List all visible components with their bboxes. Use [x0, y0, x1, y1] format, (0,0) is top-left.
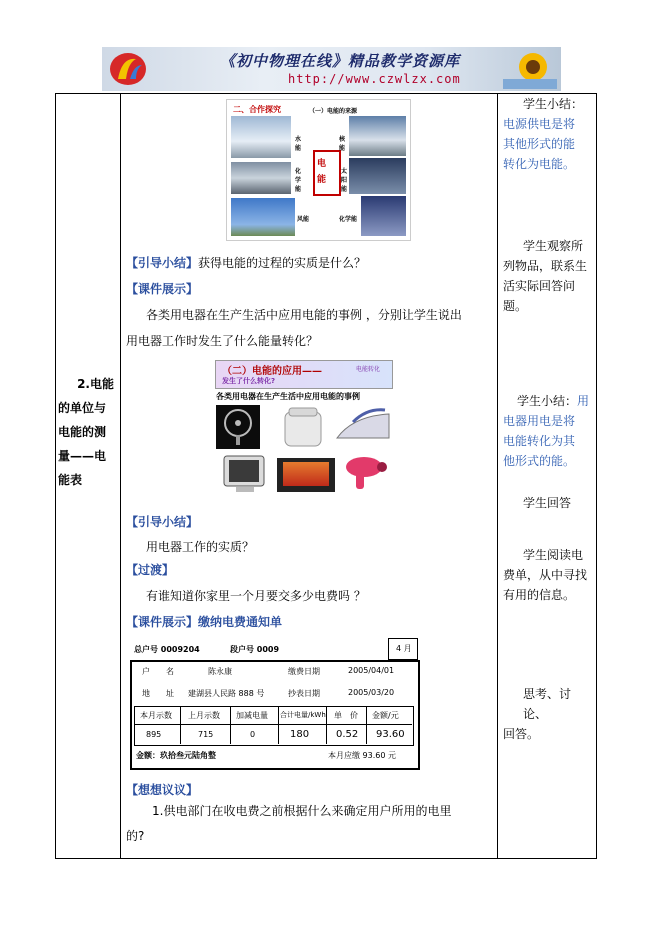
header-amount: 金额/元 — [372, 711, 399, 720]
value-current: 895 — [146, 730, 162, 739]
section-heading-line: 2.电能 — [77, 377, 114, 391]
note-line: 题。 — [503, 299, 528, 313]
read-date: 2005/03/20 — [348, 688, 395, 697]
bracket-label: 【想想议议】 — [126, 783, 199, 797]
pay-date: 2005/04/01 — [348, 666, 395, 675]
value-total: 180 — [290, 729, 310, 740]
name-label: 户 名 — [142, 667, 174, 676]
fan-icon — [216, 405, 260, 449]
center-label: 电能 — [317, 159, 327, 185]
paragraph-text: 获得电能的过程的实质是什么？ — [198, 256, 367, 270]
note-first-line — [503, 391, 593, 411]
dam-photo — [231, 116, 291, 158]
month: 4 月 — [396, 644, 412, 653]
note-observe — [503, 236, 593, 316]
note-line: 思考、讨论、 — [523, 687, 572, 721]
source-label-wind: 风能 — [297, 216, 310, 223]
think-discuss-heading — [126, 780, 198, 800]
source-label-chemical: 化学能 — [295, 168, 302, 193]
addr-label: 地 址 — [142, 689, 174, 698]
note-read-bill — [503, 545, 593, 605]
account-sub: 段户号 0009 — [230, 645, 280, 654]
note-prefix: 学生小结： — [517, 394, 578, 408]
wind-turbine-photo — [231, 198, 295, 236]
header-banner — [102, 47, 561, 91]
sunflower-icon — [503, 49, 557, 89]
paragraph-text: 有谁知道你家里一个月要交多少电费吗 ？ — [146, 589, 366, 603]
note-line: 费单，从中寻找 — [503, 568, 588, 582]
grid-divider — [134, 724, 412, 725]
banner-url[interactable]: http://www.czwlzx.com — [288, 72, 461, 86]
note-summary-2 — [503, 391, 593, 471]
note-line: 电能转化为其 — [503, 434, 576, 448]
pay-date-label: 缴费日期 — [288, 667, 320, 676]
note-blue-start: 用 — [577, 394, 590, 408]
note-line: 电源供电是将 — [503, 117, 576, 131]
section-heading-line: 电能的测 — [58, 425, 107, 439]
note-line: 学生观察所 — [523, 239, 584, 253]
amount-due: 本月应缴 93.60 元 — [328, 751, 396, 760]
grid-col — [326, 706, 327, 744]
note-line: 他形式的能。 — [503, 454, 576, 468]
note-line: 转化为电能。 — [503, 157, 576, 171]
table-right-border — [596, 93, 597, 859]
hair-dryer-icon — [340, 453, 392, 493]
header-previous: 上月示数 — [188, 711, 220, 720]
hair-dryer-photo — [340, 453, 392, 493]
logo-icon — [108, 51, 148, 87]
grid-col — [278, 706, 279, 744]
nuclear-plant-photo — [349, 116, 406, 156]
figure-tag: 电能转化 — [356, 366, 381, 373]
header-total: 合计电量/kWh — [280, 711, 326, 719]
note-line: 回答。 — [503, 727, 540, 741]
figure-title: （二）电能的应用—— — [222, 366, 322, 377]
rice-cooker-photo — [279, 402, 327, 450]
value-amount: 93.60 — [376, 729, 405, 740]
note-line: 其他形式的能 — [503, 137, 576, 151]
section-heading-line: 能表 — [58, 473, 83, 487]
monitor-icon — [220, 453, 270, 495]
note-answer — [503, 493, 593, 513]
header-adjust: 加减电量 — [236, 711, 268, 720]
bracket-label: 【课件展示】 — [126, 615, 199, 629]
figure-subtitle: （一）电能的来源 — [309, 108, 358, 115]
rice-cooker-icon — [279, 402, 327, 450]
value-adjust: 0 — [250, 730, 256, 739]
bracket-label: 【过渡】 — [126, 563, 175, 577]
energy-use-banner — [215, 360, 393, 389]
iron-icon — [333, 402, 393, 448]
section-heading-line: 的单位与 — [58, 401, 107, 415]
fan-photo — [216, 405, 260, 449]
value-previous: 715 — [198, 730, 214, 739]
note-prefix: 学生小结： — [523, 97, 584, 111]
tv-screen — [283, 462, 329, 486]
bracket-label: 【课件展示】 — [126, 282, 199, 296]
figure-subtitle: 发生了什么转化? — [222, 377, 276, 385]
guide-summary-1 — [126, 253, 366, 273]
source-label-solar: 太阳能 — [341, 168, 348, 193]
table-bottom-border — [55, 858, 597, 859]
value-price: 0.52 — [336, 729, 359, 740]
batteries-photo — [361, 196, 406, 236]
note-line: 有用的信息。 — [503, 588, 576, 602]
source-label-water: 水能 — [295, 136, 302, 152]
figure-caption: 各类用电器在生产生活中应用电能的事例 — [216, 392, 360, 401]
guide-summary-2 — [126, 512, 198, 532]
note-summary-1 — [503, 94, 593, 174]
section-heading-line: 量——电 — [58, 449, 107, 463]
banner-title: 《初中物理在线》精品教学资源库 — [220, 52, 461, 70]
courseware-heading-2 — [126, 612, 282, 632]
energy-sources-figure — [226, 99, 411, 241]
power-plant-photo — [231, 162, 291, 194]
header-price: 单 价 — [334, 711, 358, 720]
bracket-label: 【引导小结】 — [126, 515, 199, 529]
courseware-heading-1 — [126, 279, 198, 299]
read-date-label: 抄表日期 — [288, 689, 320, 698]
grid-col — [366, 706, 367, 744]
grid-col — [180, 706, 181, 744]
customer-address: 建湖县人民路 888 号 — [188, 689, 265, 698]
note-line: 列物品，联系生 — [503, 259, 588, 273]
question-line: 1.供电部门在收电费之前根据什么来确定用户所用的电里 — [152, 804, 452, 818]
header-current: 本月示数 — [140, 711, 172, 720]
solar-satellite-photo — [349, 158, 406, 194]
question-line: 的? — [126, 829, 145, 843]
paragraph-line: 用电器工作时发生了什么能量转化？ — [126, 334, 319, 348]
table-left-border — [55, 93, 56, 859]
iron-photo — [333, 402, 393, 448]
account-total: 总户号 0009204 — [134, 645, 200, 654]
note-discuss — [503, 684, 593, 744]
tv-photo — [277, 458, 335, 492]
paragraph-text: 用电器工作的实质？ — [146, 540, 255, 554]
amount-words: 金额：玖拾叁元陆角整 — [136, 751, 216, 760]
note-line: 活实际回答问 — [503, 279, 576, 293]
transition-heading — [126, 560, 174, 580]
source-label-chemical-2: 化学能 — [339, 216, 358, 223]
note-line: 电器用电是将 — [503, 414, 576, 428]
customer-name: 陈永康 — [208, 667, 232, 676]
section-heading — [58, 372, 118, 492]
source-label-nuclear: 核能 — [339, 136, 346, 152]
figure-title: 二、合作探究 — [233, 105, 281, 114]
bill-title: 缴纳电费通知单 — [198, 615, 283, 629]
note-line: 学生回答 — [523, 496, 572, 510]
electricity-bill — [130, 638, 420, 768]
note-line: 学生阅读电 — [523, 548, 584, 562]
grid-col — [230, 706, 231, 744]
bracket-label: 【引导小结】 — [126, 256, 199, 270]
table-col-divider-1 — [120, 93, 121, 859]
monitor-photo — [220, 453, 270, 495]
table-col-divider-2 — [497, 93, 498, 859]
paragraph-line: 各类用电器在生产生活中应用电能的事例 ，分别让学生说出 — [146, 308, 462, 322]
